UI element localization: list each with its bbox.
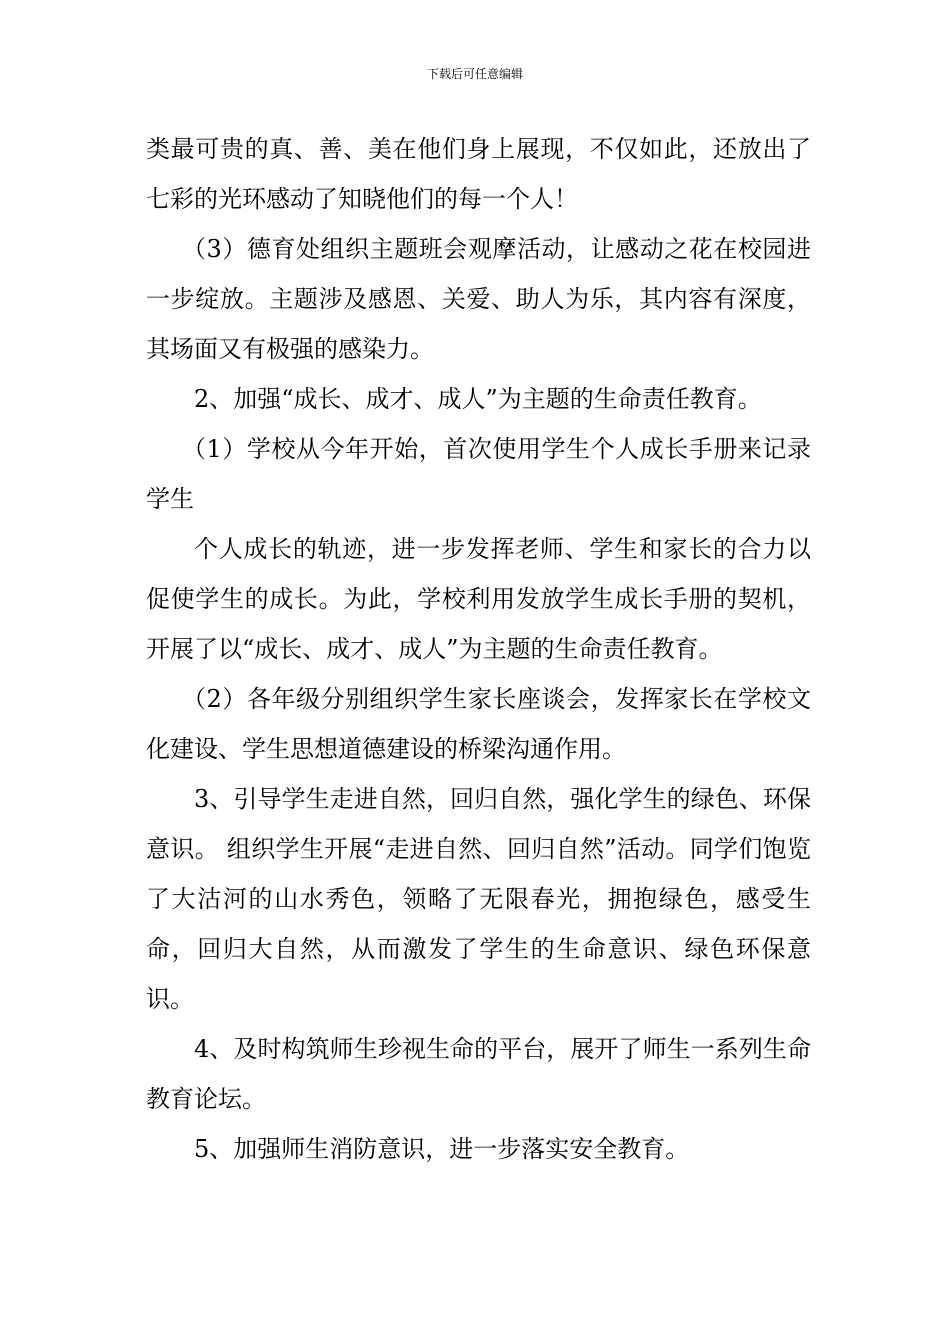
paragraph-item-3: （3）德育处组织主题班会观摩活动，让感动之花在校园进一步绽放。主题涉及感恩、关爱、助人为乐，其内容有深度，其场面又有极强的感染力。 <box>146 235 811 363</box>
document-body <box>146 124 811 1174</box>
paragraph-item-1: （1）学校从今年开始，首次使用学生个人成长手册来记录学生 <box>146 435 811 513</box>
paragraph-section-5: 5、加强师生消防意识，进一步落实安全教育。 <box>194 1135 690 1163</box>
paragraph-section-4: 4、及时构筑师生珍视生命的平台，展开了师生一系列生命教育论坛。 <box>146 1035 811 1113</box>
page-header-note: 下载后可任意编辑 <box>426 67 523 81</box>
paragraph-item-2: （2）各年级分别组织学生家长座谈会，发挥家长在学校文化建设、学生思想道德建设的桥梁沟通作用。 <box>146 685 811 763</box>
paragraph-continuation: 类最可贵的真、善、美在他们身上展现，不仅如此，还放出了七彩的光环感动了知晓他们的每一个人！ <box>146 135 811 213</box>
paragraph-growth-track: 个人成长的轨迹，进一步发挥老师、学生和家长的合力以促使学生的成长。为此，学校利用发放学生成长手册的契机，开展了以“成长、成才、成人”为主题的生命责任教育。 <box>146 535 811 663</box>
paragraph-section-2: 2、加强“成长、成才、成人”为主题的生命责任教育。 <box>194 385 762 413</box>
paragraph-section-3: 3、引导学生走进自然，回归自然，强化学生的绿色、环保意识。 组织学生开展“走进自然、回归自然”活动。同学们饱览了大沽河的山水秀色，领略了无限春光，拥抱绿色，感受生命，回归大自然，从而激发了学生的生命意识、绿色环保意识。 <box>146 785 811 1013</box>
